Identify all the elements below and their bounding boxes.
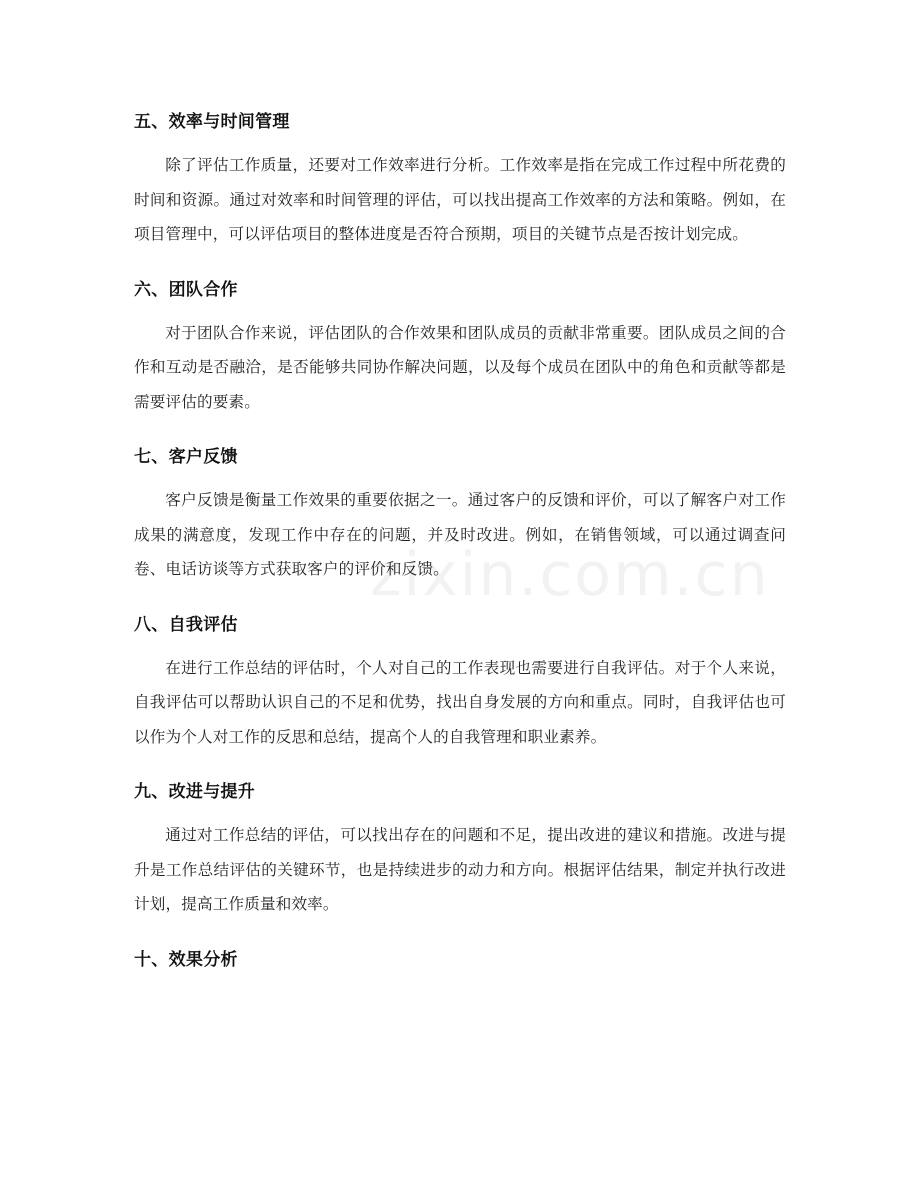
section-paragraph: 对于团队合作来说，评估团队的合作效果和团队成员的贡献非常重要。团队成员之间的合作和互动是否融洽，是否能够共同协作解决问题，以及每个成员在团队中的角色和贡献等都是需要评估的要素。 — [134, 323, 786, 411]
section-paragraph: 通过对工作总结的评估，可以找出存在的问题和不足，提出改进的建议和措施。改进与提升是工作总结评估的关键环节，也是持续进步的动力和方向。根据评估结果，制定并执行改进计划，提高工作质量和效率。 — [134, 826, 786, 913]
section-self-assessment — [134, 607, 786, 755]
section-improvement — [134, 774, 786, 922]
document-body — [134, 104, 786, 986]
section-heading: 八、自我评估 — [134, 614, 238, 635]
section-heading: 五、效率与时间管理 — [134, 112, 290, 132]
section-teamwork — [134, 272, 786, 420]
section-heading: 七、客户反馈 — [134, 447, 238, 467]
watermark: zixin.com.cn — [370, 540, 770, 610]
section-paragraph: 在进行工作总结的评估时，个人对自己的工作表现也需要进行自我评估。对于个人来说，自我评估可以帮助认识自己的不足和优势，找出自身发展的方向和重点。同时，自我评估也可以作为个人对工作的反思和总结，提高个人的自我管理和职业素养。 — [134, 658, 786, 746]
section-heading: 六、团队合作 — [134, 279, 238, 300]
section-heading: 九、改进与提升 — [134, 782, 256, 802]
section-efficiency-time-management — [134, 104, 786, 252]
section-effect-analysis — [134, 942, 786, 978]
section-heading: 十、效果分析 — [134, 949, 238, 970]
section-customer-feedback — [134, 439, 786, 587]
section-paragraph: 客户反馈是衡量工作效果的重要依据之一。通过客户的反馈和评价，可以了解客户对工作成果的满意度，发现工作中存在的问题，并及时改进。例如，在销售领域，可以通过调查问卷、电话访谈等方式获取客户的评价和反馈。 — [134, 491, 786, 578]
section-paragraph: 除了评估工作质量，还要对工作效率进行分析。工作效率是指在完成工作过程中所花费的时间和资源。通过对效率和时间管理的评估，可以找出提高工作效率的方法和策略。例如，在项目管理中，可以评估项目的整体进度是否符合预期，项目的关键节点是否按计划完成。 — [134, 156, 786, 243]
